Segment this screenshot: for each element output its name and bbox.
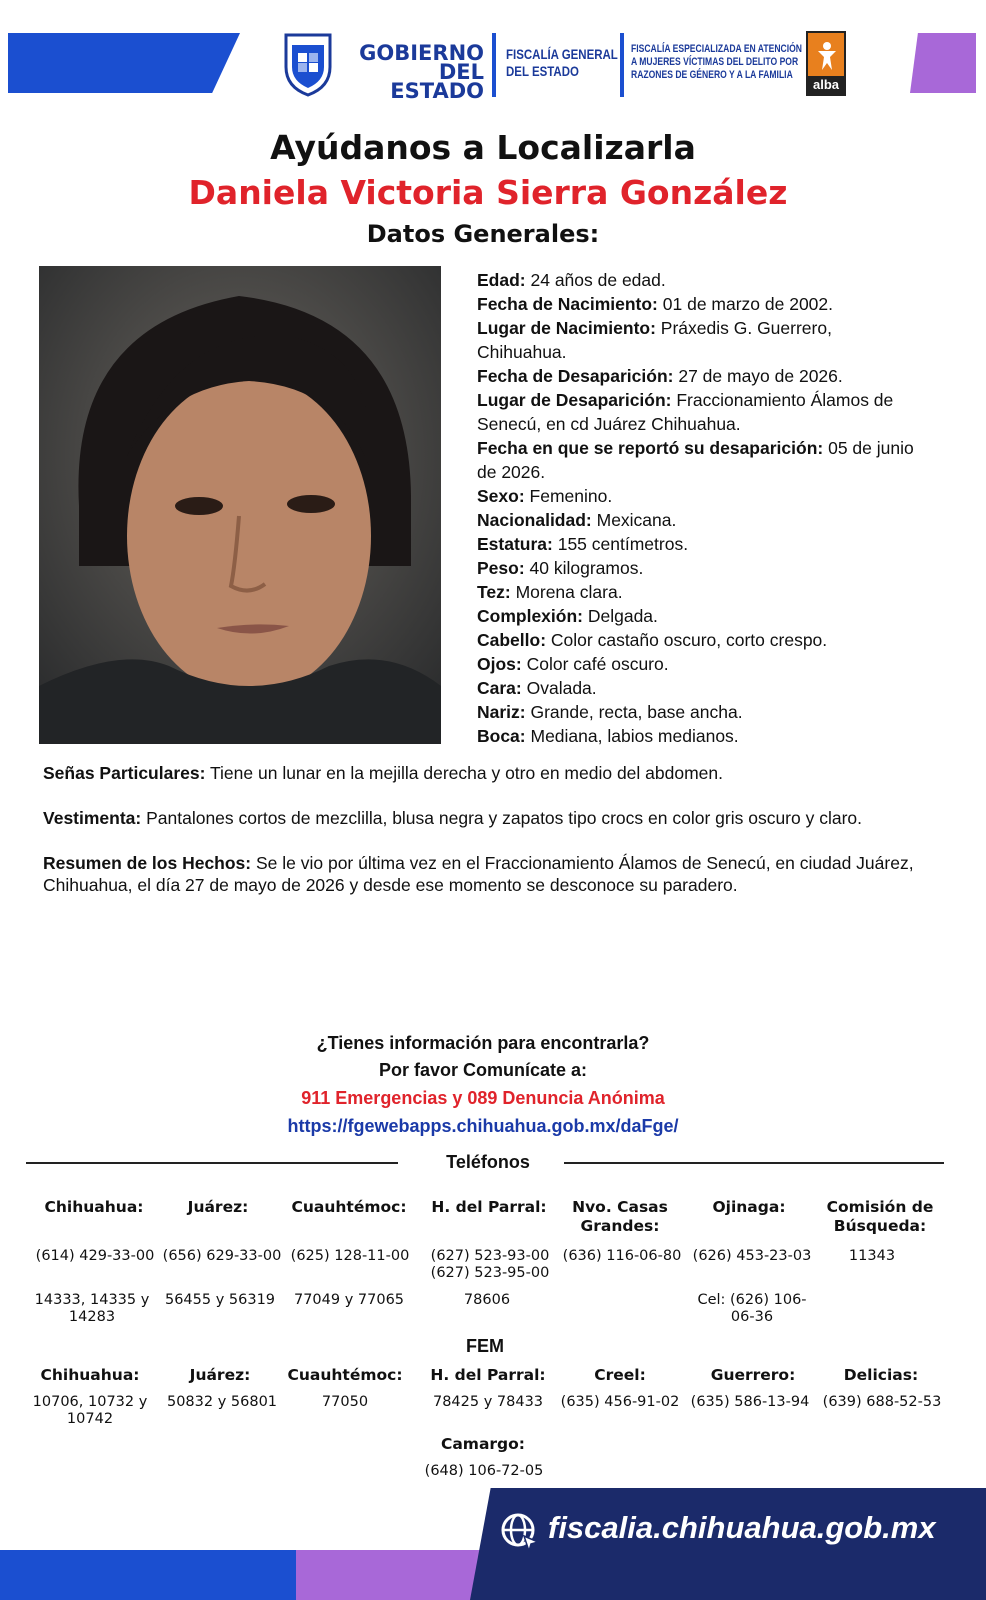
fact-label: Nariz: (477, 702, 526, 722)
missing-person-name: Daniela Victoria Sierra González (188, 173, 788, 212)
tel-city: Ojinaga: (712, 1198, 786, 1216)
resumen-label: Resumen de los Hechos: (43, 853, 252, 873)
tel-phone: (656) 629-33-00 (162, 1248, 282, 1264)
fact-value: Morena clara. (510, 582, 623, 602)
tel-city: Cuauhtémoc: (291, 1198, 407, 1216)
tel-ext: 77049 y 77065 (293, 1292, 405, 1308)
divider-line (26, 1162, 398, 1164)
gobierno-line1: GOBIERNO (359, 41, 484, 65)
general-data-list (477, 268, 917, 748)
fact-label: Peso: (477, 558, 525, 578)
telefonos-heading: Teléfonos (446, 1152, 530, 1172)
fact-tez (477, 580, 917, 604)
report-url-link[interactable]: https://fgewebapps.chihuahua.gob.mx/daFge/ (287, 1116, 679, 1136)
fact-nariz (477, 700, 917, 724)
fact-label: Tez: (477, 582, 511, 602)
fem-city: Guerrero: (710, 1366, 796, 1384)
tel-city: Nvo. Casas Grandes: (572, 1198, 668, 1235)
fact-value: 27 de mayo de 2026. (673, 366, 843, 386)
fact-fecha-reporte (477, 436, 917, 484)
fact-label: Sexo: (477, 486, 525, 506)
fem-logo-text (631, 43, 802, 82)
contact-please: Por favor Comunícate a: (378, 1060, 588, 1080)
gobierno-del-estado-logo-text (344, 41, 484, 103)
tel-phone: (625) 128-11-00 (290, 1248, 410, 1264)
fact-cara (477, 676, 917, 700)
fact-value: 01 de marzo de 2002. (657, 294, 834, 314)
fem-city: Cuauhtémoc: (287, 1366, 403, 1384)
fact-value: Color café oscuro. (521, 654, 669, 674)
contact-question: ¿Tienes información para encontrarla? (316, 1033, 650, 1053)
fem-line1: FISCALÍA ESPECIALIZADA EN ATENCIÓN (631, 43, 802, 55)
alba-protocol-logo (806, 31, 846, 96)
fem-phone: (635) 456-91-02 (560, 1394, 680, 1410)
fem-phone: 78425 y 78433 (432, 1394, 544, 1410)
fem-phone: (648) 106-72-05 (424, 1463, 544, 1479)
fiscalia-line2: DEL ESTADO (506, 63, 579, 79)
fem-line3: RAZONES DE GÉNERO Y A LA FAMILIA (631, 69, 793, 81)
fiscalia-line1: FISCALÍA GENERAL (506, 46, 618, 62)
fact-label: Nacionalidad: (477, 510, 592, 530)
divider-line (564, 1162, 944, 1164)
vestimenta (43, 807, 933, 829)
fact-value: Mexicana. (591, 510, 677, 530)
tel-phone: 11343 (848, 1248, 896, 1264)
fact-label: Fecha en que se reportó su desaparición: (477, 438, 824, 458)
footer-site-link[interactable]: fiscalia.chihuahua.gob.mx (548, 1510, 936, 1545)
fem-phone: 10706, 10732 y 10742 (32, 1394, 148, 1427)
fact-boca (477, 724, 917, 748)
fact-label: Fecha de Desaparición: (477, 366, 674, 386)
fact-label: Lugar de Nacimiento: (477, 318, 656, 338)
fem-phone: 77050 (321, 1394, 369, 1410)
fact-nacionalidad (477, 508, 917, 532)
fact-label: Cara: (477, 678, 522, 698)
fact-label: Complexión: (477, 606, 583, 626)
fact-label: Estatura: (477, 534, 553, 554)
fem-city: Creel: (594, 1366, 646, 1384)
tel-ext: 14333, 14335 y 14283 (34, 1292, 150, 1325)
fact-fecha-nacimiento (477, 292, 917, 316)
fem-city: Juárez: (189, 1366, 251, 1384)
page-title: Ayúdanos a Localizarla (270, 128, 696, 167)
fact-label: Ojos: (477, 654, 522, 674)
section-subtitle: Datos Generales: (366, 220, 600, 248)
fact-value: Práxedis G. Guerrero, Chihuahua. (477, 318, 832, 362)
tel-phone: (626) 453-23-03 (692, 1248, 812, 1264)
fact-peso (477, 556, 917, 580)
header-divider (620, 33, 624, 97)
senas-label: Señas Particulares: (43, 763, 206, 783)
vestimenta-label: Vestimenta: (43, 808, 142, 828)
header-blue-bar (8, 33, 240, 93)
fem-phone: (635) 586-13-94 (690, 1394, 810, 1410)
fact-edad (477, 268, 917, 292)
fact-complexion (477, 604, 917, 628)
header-purple-bar (910, 33, 976, 93)
gobierno-line2: DEL ESTADO (390, 60, 484, 103)
fact-estatura (477, 532, 917, 556)
tel-city: Comisión de Búsqueda: (826, 1198, 934, 1235)
header-divider (492, 33, 496, 97)
senas-particulares (43, 762, 933, 784)
fact-value: Mediana, labios medianos. (525, 726, 739, 746)
fact-value: 05 de junio de 2026. (477, 438, 914, 482)
fact-fecha-desaparicion (477, 364, 917, 388)
fem-city: Chihuahua: (40, 1366, 140, 1384)
fact-label: Cabello: (477, 630, 547, 650)
fact-label: Boca: (477, 726, 526, 746)
tel-ext: Cel: (626) 106-06-36 (697, 1292, 807, 1325)
fact-value: Ovalada. (521, 678, 597, 698)
fact-value: 24 años de edad. (525, 270, 666, 290)
fact-label: Edad: (477, 270, 526, 290)
fem-city: H. del Parral: (430, 1366, 546, 1384)
fem-heading: FEM (466, 1336, 504, 1356)
fact-value: Femenino. (524, 486, 613, 506)
person-figure-icon (816, 41, 838, 71)
fact-ojos (477, 652, 917, 676)
fact-sexo (477, 484, 917, 508)
tel-ext: 78606 (463, 1292, 511, 1308)
resumen-hechos (43, 852, 933, 896)
fem-phone: 50832 y 56801 (166, 1394, 278, 1410)
tel-phone: (627) 523-93-00 (627) 523-95-00 (430, 1248, 550, 1281)
tel-city: Juárez: (187, 1198, 249, 1216)
alba-label: alba (808, 76, 844, 94)
fact-value: 40 kilogramos. (524, 558, 644, 578)
resumen-value: Se le vio por última vez en el Fraccionamiento Álamos de Senecú, en ciudad Juárez, Chihuahua, el día 27 de mayo de 2026 y desde ese momento se desconoce su paradero. (43, 853, 914, 895)
fact-lugar-nacimiento (477, 316, 917, 364)
fact-label: Fecha de Nacimiento: (477, 294, 658, 314)
state-shield-logo (282, 31, 334, 97)
senas-value: Tiene un lunar en la mejilla derecha y otro en medio del abdomen. (205, 763, 723, 783)
tel-phone: (614) 429-33-00 (35, 1248, 155, 1264)
tel-city: Chihuahua: (44, 1198, 144, 1216)
fem-city: Delicias: (843, 1366, 919, 1384)
fact-value: Fraccionamiento Álamos de Senecú, en cd Juárez Chihuahua. (477, 390, 894, 434)
tel-ext: 56455 y 56319 (164, 1292, 276, 1308)
emergency-numbers: 911 Emergencias y 089 Denuncia Anónima (301, 1088, 665, 1108)
tel-city: H. del Parral: (431, 1198, 547, 1216)
fem-phone: (639) 688-52-53 (822, 1394, 942, 1410)
fact-value: Color castaño oscuro, corto crespo. (546, 630, 828, 650)
globe-cursor-icon (500, 1512, 540, 1552)
fact-value: Grande, recta, base ancha. (525, 702, 743, 722)
fact-lugar-desaparicion (477, 388, 917, 436)
fem-line2: A MUJERES VÍCTIMAS DEL DELITO POR (631, 56, 799, 68)
missing-person-photo (39, 266, 441, 744)
fact-value: Delgada. (582, 606, 658, 626)
portrait-illustration (39, 266, 441, 744)
fem-city: Camargo: (440, 1435, 526, 1453)
tel-phone: (636) 116-06-80 (562, 1248, 682, 1264)
fact-label: Lugar de Desaparición: (477, 390, 672, 410)
fiscalia-general-logo-text (506, 46, 618, 80)
vestimenta-value: Pantalones cortos de mezclilla, blusa negra y zapatos tipo crocs en color gris oscuro y claro. (141, 808, 862, 828)
fact-cabello (477, 628, 917, 652)
fact-value: 155 centímetros. (552, 534, 689, 554)
